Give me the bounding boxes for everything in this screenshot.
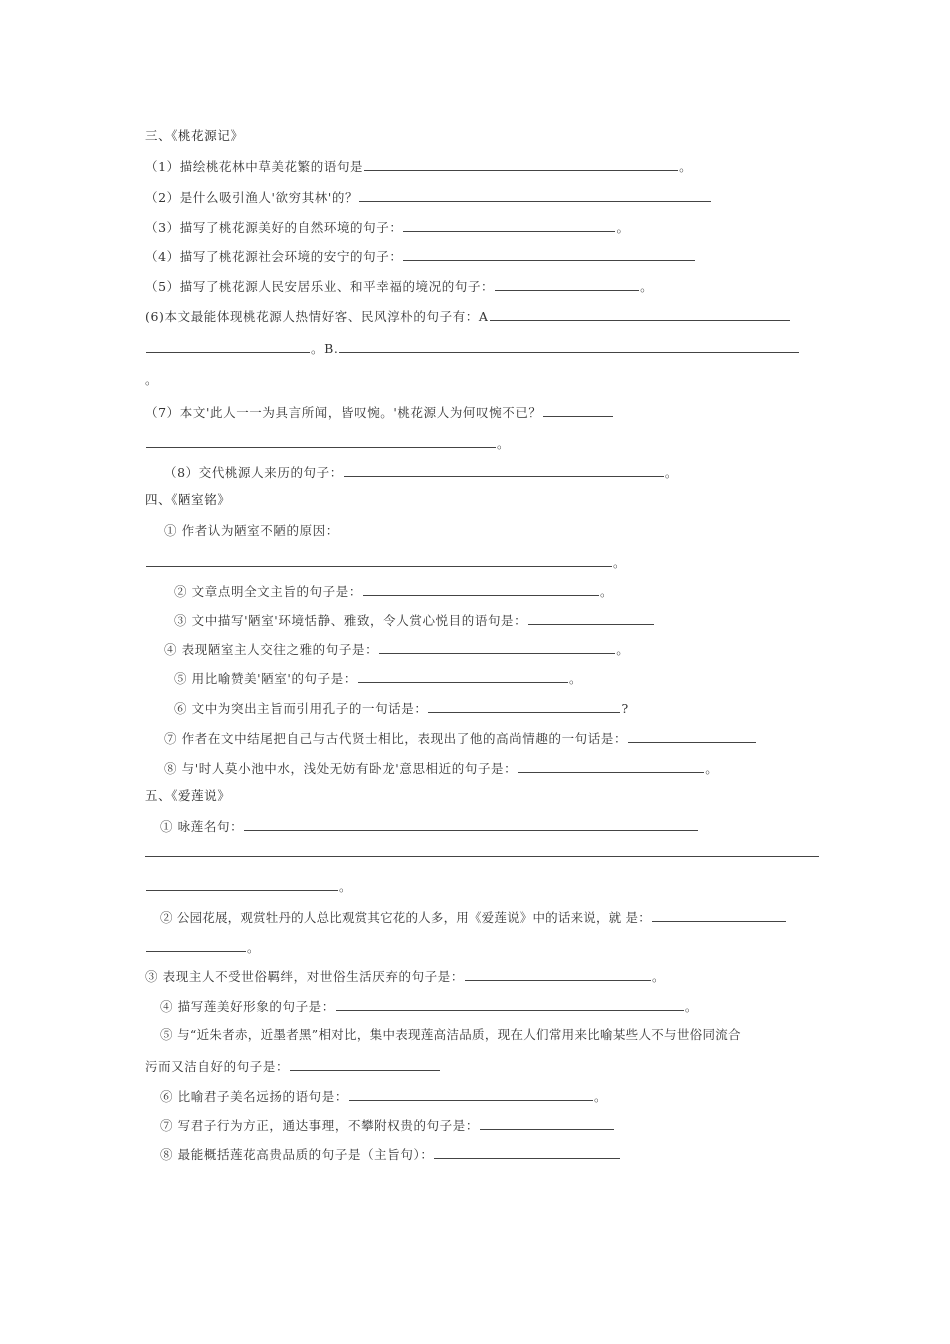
s5-question-3	[145, 968, 665, 984]
question-text: （8）交代桃源人来历的句子：	[164, 465, 343, 480]
answer-blank[interactable]	[364, 158, 678, 171]
question-text: （2）是什么吸引渔人'欲穷其林'的？	[145, 190, 359, 205]
s5-question-8	[160, 1146, 621, 1162]
s3-question-1	[145, 158, 692, 174]
punctuation: 。	[679, 159, 693, 174]
question-text: （5）描写了桃花源人民安居乐业、和平幸福的境况的句子：	[145, 279, 495, 294]
question-text: ⑤ 与“近朱者赤，近墨者黑”相对比，集中表现莲高洁品质，现在人们常用来比喻某些人不与世俗同流合	[160, 1027, 741, 1042]
answer-blank-a-continued[interactable]	[146, 340, 310, 353]
answer-blank-a[interactable]	[490, 308, 790, 321]
answer-blank[interactable]	[403, 248, 695, 261]
question-text: ⑤ 用比喻赞美'陋室'的句子是：	[174, 671, 357, 686]
s4-question-3	[174, 612, 655, 628]
punctuation: 。	[247, 940, 261, 955]
s3-question-7	[145, 404, 614, 420]
answer-blank[interactable]	[379, 641, 615, 654]
s5-question-5	[160, 1027, 741, 1043]
answer-blank[interactable]	[358, 670, 568, 683]
s5-question-1-end	[145, 878, 352, 894]
question-text: ⑥ 比喻君子美名远扬的语句是：	[160, 1089, 348, 1104]
s5-question-2	[160, 909, 787, 925]
s3-question-6	[145, 308, 791, 324]
s4-question-2	[174, 583, 613, 599]
answer-blank-continued[interactable]	[146, 939, 246, 952]
s3-question-5	[145, 278, 653, 294]
answer-blank-continued[interactable]	[146, 435, 496, 448]
s3-question-8	[164, 464, 678, 480]
s4-question-4	[164, 641, 629, 657]
s4-question-1-answer	[145, 554, 626, 570]
answer-blank[interactable]	[244, 818, 698, 831]
answer-blank[interactable]	[652, 909, 786, 922]
question-text: ④ 描写莲美好形象的句子是：	[160, 999, 335, 1014]
s3-question-3	[145, 219, 630, 235]
answer-blank[interactable]	[495, 278, 639, 291]
question-text: ④ 表现陋室主人交往之雅的句子是：	[164, 642, 379, 657]
punctuation: 。	[593, 1089, 608, 1104]
question-text: （4）描写了桃花源社会环境的安宁的句子：	[145, 249, 403, 264]
s4-question-6	[174, 700, 629, 716]
answer-blank-b[interactable]	[339, 340, 799, 353]
s4-question-7	[164, 730, 757, 746]
answer-line[interactable]	[145, 856, 819, 857]
answer-blank[interactable]	[428, 700, 620, 713]
s5-question-6	[160, 1088, 607, 1104]
s5-question-7	[160, 1117, 615, 1133]
answer-blank[interactable]	[543, 404, 613, 417]
question-text: 污而又洁自好的句子是：	[145, 1059, 290, 1074]
punctuation: 。	[339, 879, 353, 894]
question-text: ⑧ 与'时人莫小池中水，浅处无妨有卧龙'意思相近的句子是：	[164, 761, 518, 776]
s5-question-2-continued	[145, 939, 260, 955]
punctuation: 。	[616, 220, 630, 235]
question-text: ⑥ 文中为突出主旨而引用孔子的一句话是：	[174, 701, 428, 716]
answer-blank[interactable]	[403, 219, 615, 232]
s3-question-4	[145, 248, 696, 264]
answer-blank-continued[interactable]	[146, 878, 338, 891]
answer-blank[interactable]	[336, 998, 684, 1011]
punctuation: 。	[145, 372, 159, 387]
section-3-title: 三、《桃花源记》	[145, 128, 244, 143]
s3-question-7-continued	[145, 435, 510, 451]
punctuation: 。	[311, 341, 325, 356]
section-5-title: 五、《爱莲说》	[145, 788, 231, 803]
question-text: ② 公园花展，观赏牡丹的人总比观赏其它花的人多，用《爱莲说》中的话来说，就 是：	[160, 910, 651, 925]
answer-blank[interactable]	[528, 612, 654, 625]
question-text: (6)本文最能体现桃花源人热情好客、民风淳朴的句子有：A	[145, 309, 489, 324]
answer-blank[interactable]	[363, 583, 599, 596]
question-text: ⑧ 最能概括莲花高贵品质的句子是（主旨句）：	[160, 1147, 434, 1162]
punctuation: 。	[616, 642, 630, 657]
s4-question-8	[164, 760, 718, 776]
punctuation: 。	[664, 465, 678, 480]
punctuation: 。	[640, 279, 654, 294]
s4-question-5	[174, 670, 582, 686]
s4-question-1	[164, 523, 339, 539]
punctuation: 。	[613, 555, 627, 570]
answer-blank[interactable]	[518, 760, 704, 773]
s3-question-2	[145, 189, 712, 205]
punctuation: 。	[684, 999, 698, 1014]
punctuation: 。	[705, 761, 719, 776]
s5-question-1	[160, 818, 699, 834]
question-text: （3）描写了桃花源美好的自然环境的句子：	[145, 220, 403, 235]
question-text: ① 咏莲名句：	[160, 819, 244, 834]
question-text: ③ 表现主人不受世俗羁绊，对世俗生活厌弃的句子是：	[145, 969, 464, 984]
answer-blank[interactable]	[465, 968, 651, 981]
option-b-label: B.	[324, 341, 339, 356]
s3-question-6-end	[145, 372, 158, 388]
punctuation: ?	[621, 701, 629, 716]
answer-blank[interactable]	[480, 1117, 614, 1130]
answer-blank[interactable]	[628, 730, 756, 743]
punctuation: 。	[568, 671, 583, 686]
answer-blank[interactable]	[434, 1146, 620, 1159]
question-text: ⑦ 写君子行为方正，通达事理，不攀附权贵的句子是：	[160, 1118, 479, 1133]
answer-blank[interactable]	[344, 464, 664, 477]
question-text: （1）描绘桃花林中草美花繁的语句是	[145, 159, 364, 174]
section-4-title: 四、《陋室铭》	[145, 492, 231, 507]
s5-question-4	[160, 998, 698, 1014]
s3-question-6-continued	[145, 340, 800, 356]
question-text: ⑦ 作者在文中结尾把自己与古代贤士相比，表现出了他的高尚情趣的一句话是：	[164, 731, 628, 746]
answer-blank[interactable]	[290, 1058, 440, 1071]
answer-blank[interactable]	[349, 1088, 593, 1101]
answer-blank[interactable]	[146, 554, 612, 567]
punctuation: 。	[497, 436, 511, 451]
question-text: （7）本文'此人一一为具言所闻，皆叹惋。'桃花源人为何叹惋不已？	[145, 405, 542, 420]
question-text: ② 文章点明全文主旨的句子是：	[174, 584, 362, 599]
question-text: ① 作者认为陋室不陋的原因：	[164, 523, 339, 538]
punctuation: 。	[651, 969, 666, 984]
answer-blank[interactable]	[359, 189, 711, 202]
s5-question-5-continued	[145, 1058, 441, 1074]
punctuation: 。	[599, 584, 614, 599]
question-text: ③ 文中描写'陋室'环境恬静、雅致，令人赏心悦目的语句是：	[174, 613, 528, 628]
